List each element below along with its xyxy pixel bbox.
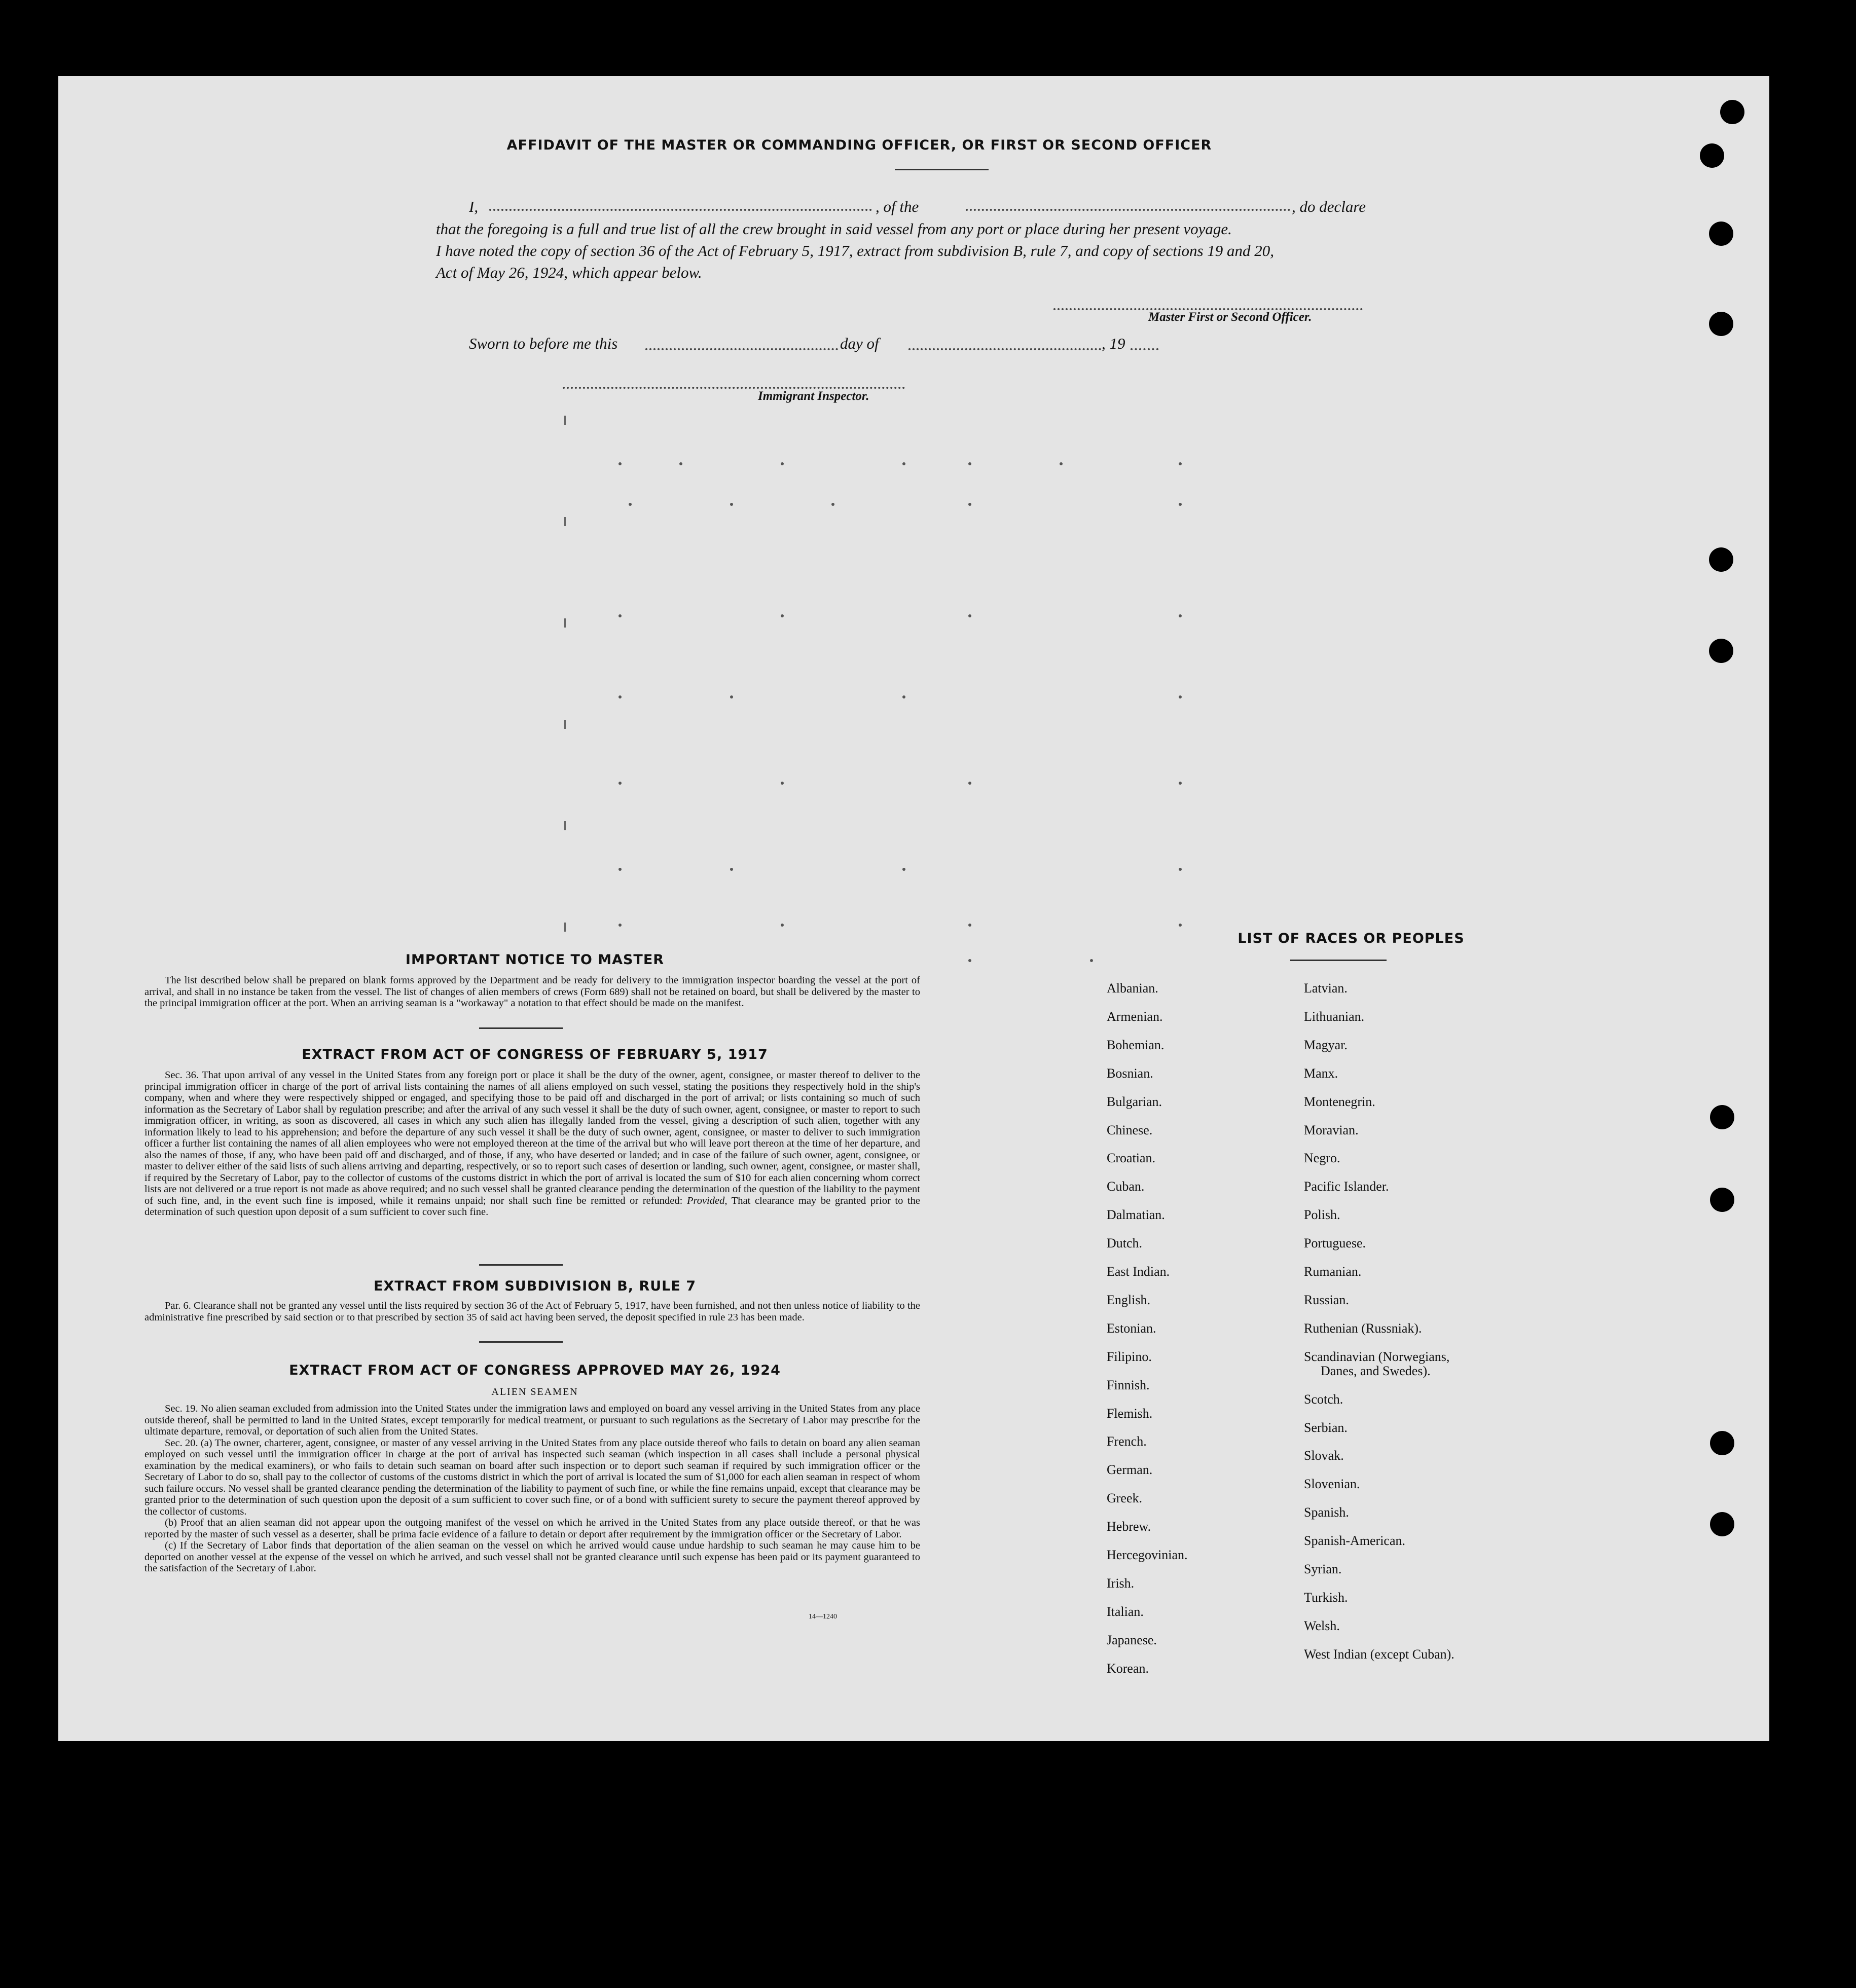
race-item: Croatian. <box>1107 1151 1156 1166</box>
sec-36-label: Sec. 36. <box>165 1070 199 1081</box>
provided-label: Provided, <box>686 1195 727 1206</box>
day-of-label: day of <box>840 335 879 352</box>
race-item: Hebrew. <box>1107 1519 1151 1534</box>
speck <box>730 503 733 506</box>
section-divider <box>479 1341 563 1343</box>
race-item: Korean. <box>1107 1661 1149 1676</box>
race-item: Moravian. <box>1304 1122 1359 1137</box>
speck <box>781 462 784 465</box>
race-item: English. <box>1107 1292 1150 1307</box>
race-item: Finnish. <box>1107 1377 1150 1392</box>
race-item: Serbian. <box>1304 1420 1348 1435</box>
race-item: Russian. <box>1304 1292 1349 1307</box>
speck <box>564 923 566 932</box>
races-title: LIST OF RACES OR PEOPLES <box>1238 931 1465 946</box>
race-item: Slovak. <box>1304 1448 1344 1463</box>
speck <box>679 462 682 465</box>
race-item: Welsh. <box>1304 1618 1340 1633</box>
speck <box>781 924 784 927</box>
speck <box>902 868 905 871</box>
sworn-label: Sworn to before me this <box>469 335 618 352</box>
binder-hole <box>1710 1431 1734 1455</box>
race-item: Pacific Islander. <box>1304 1179 1389 1194</box>
race-item: Scotch. <box>1304 1391 1343 1407</box>
year-label: , 19 <box>1102 335 1125 352</box>
do-declare-label: , do declare <box>1292 198 1366 215</box>
inspector-signature-label: Immigrant Inspector. <box>758 389 869 403</box>
speck <box>968 924 971 927</box>
speck <box>902 462 905 465</box>
race-item: Estonian. <box>1107 1320 1156 1336</box>
race-item: Syrian. <box>1304 1562 1342 1576</box>
race-item: Hercegovinian. <box>1107 1548 1188 1562</box>
sworn-month-field[interactable] <box>908 348 1101 350</box>
speck <box>968 782 971 785</box>
subdivision-title: EXTRACT FROM SUBDIVISION B, RULE 7 <box>373 1278 697 1294</box>
speck <box>1179 614 1182 617</box>
race-item: Slovenian. <box>1304 1477 1360 1492</box>
race-item: Spanish-American. <box>1304 1533 1406 1549</box>
race-item: Ruthenian (Russniak). <box>1304 1320 1422 1336</box>
race-item: Scandinavian (Norwegians, <box>1304 1349 1450 1364</box>
binder-hole <box>1710 1512 1734 1536</box>
binder-hole <box>1700 143 1724 168</box>
binder-hole <box>1709 639 1733 663</box>
race-item: Italian. <box>1107 1604 1144 1619</box>
extract-1917-body <box>144 1070 920 1218</box>
speck <box>1179 782 1182 785</box>
race-item: Irish. <box>1107 1575 1135 1591</box>
sec-20c-text: (c) If the Secretary of Labor finds that deportation of the alien seaman on the vessel on which he arrived would cause undue hardship to such seaman he may cause him to be deported on another vessel at the expense of the vessel on which he arrived, and such vessel shall not be granted clearance until such expense has been paid or its payment guaranteed to the satisfaction of the Secretary of Labor. <box>144 1540 920 1574</box>
race-item: Negro. <box>1304 1151 1340 1166</box>
speck <box>1179 462 1182 465</box>
race-item: Rumanian. <box>1304 1264 1362 1279</box>
notice-body: The list described below shall be prepared on blank forms approved by the Department and be ready for delivery to the immigration inspector boarding the vessel at the port of arrival, and shall in no instance be taken from the vessel. The list of changes of alien members of crews (Form 689) shall not be retained on board, but shall be delivered by the master to the principal immigration officer at the port. When an arriving seaman is a "workaway" a notation to that effect should be made on the manifest. <box>144 975 920 1009</box>
sec-36-text: That upon arrival of any vessel in the United States from any foreign port or place it shall be the duty of the owner, agent, consignee, or master thereof to deliver to the principal immigration officer in charge of the port of arrival lists containing the names of all aliens employed on such vessel, stating the positions they respectively hold in the ship's company, when and where they were respectively shipped or engaged, and specifying those to be paid off and discharged in the port of arrival; or lists containing so much of such information as the Secretary of Labor shall by regulation prescribe; and after the arrival of any such vessel it shall be the duty of such owner, agent, consignee, or master to report to such immigration officer, in writing, as soon as discovered, all cases in which any such alien has illegally landed from the vessel, giving a description of such alien, together with any information likely to lead to his apprehension; and before the departure of any such vessel it shall be the duty of such owner, agent, consignee, or master to deliver to such immigration officer a further list containing the names of all alien employees who were not employed thereon at the time of the arrival but who will leave port thereon at the time of her departure, and also the names of those, if any, who have been paid off and discharged, and of those, if any, who have deserted or landed; and in case of the failure of such owner, agent, consignee, or master to deliver either of the said lists of such aliens arriving and departing, respectively, or so to report such cases of desertion or landing, such owner, agent, consignee, or master shall, if required by the Secretary of Labor, pay to the collector of customs of the customs district in which the port of arrival is located the sum of $10 for each alien concerning whom correct lists are not delivered or a true report is not made as above required; and no such vessel shall be granted clearance pending the determination of the question of the liability to the payment of such fine, and, in the event such fine is imposed, while it remains unpaid; nor shall such fine be remitted or refunded: <box>144 1070 921 1206</box>
race-item: Portuguese. <box>1304 1236 1366 1251</box>
race-item: Filipino. <box>1107 1349 1152 1364</box>
binder-hole <box>1709 547 1733 572</box>
affidavit-body-1: that the foregoing is a full and true list of all the crew brought in said vessel from any port or place during her present voyage. <box>436 220 1232 238</box>
section-divider <box>479 1264 563 1266</box>
speck <box>1060 462 1063 465</box>
race-item: Spanish. <box>1304 1505 1349 1520</box>
race-item: Polish. <box>1304 1207 1340 1223</box>
race-item: Flemish. <box>1107 1406 1153 1421</box>
document-sheet <box>58 76 1769 1741</box>
speck <box>564 416 566 425</box>
sworn-year-field[interactable] <box>1131 348 1158 350</box>
extract-1924-body <box>144 1403 920 1574</box>
speck <box>968 959 971 962</box>
race-item: Cuban. <box>1107 1179 1145 1194</box>
speck <box>564 821 566 830</box>
inspector-signature-line[interactable] <box>563 387 905 389</box>
speck <box>968 614 971 617</box>
form-number: 14—1240 <box>809 1613 837 1621</box>
binder-hole <box>1710 1188 1734 1212</box>
race-item: Turkish. <box>1304 1590 1348 1605</box>
race-item: Manx. <box>1304 1065 1338 1081</box>
race-item: Japanese. <box>1107 1632 1157 1647</box>
race-item: Magyar. <box>1304 1037 1348 1052</box>
binder-hole <box>1709 222 1733 246</box>
speck <box>618 782 622 785</box>
speck <box>730 868 733 871</box>
subdivision-body: Par. 6. Clearance shall not be granted any vessel until the lists required by section 36 of the Act of February 5, 1917, have been furnished, and not then unless notice of liability to the administrative fine prescribed by said section or to that prescribed by section 35 of said act having been served, the deposit specified in rule 23 has been made. <box>144 1300 920 1323</box>
sworn-day-field[interactable] <box>645 348 838 350</box>
speck <box>564 720 566 729</box>
sec-20a-text: Sec. 20. (a) The owner, charterer, agent, consignee, or master of any vessel arriving in the United States from any place outside thereof who fails to detain on board any alien seaman employed on such vessel until the immigration officer in charge at the port of arrival has inspected such seaman (which inspection in all cases shall include a personal physical examination by the medical examiners), or who fails to detain such seaman on board after such inspection or to deport such seaman if required by such immigration officer or the Secretary of Labor to do so, shall pay to the collector of customs of the customs district in which the port of arrival is located the sum of $1,000 for each alien seaman in respect of whom such failure occurs. No vessel shall be granted clearance pending the determination of the liability to payment of such fine, or while the fine remains unpaid, except that clearance may be granted prior to the determination of such question upon the deposit of a sum sufficient to cover such fine, or of a bond with sufficient surety to secure the payment thereof approved by the collector of customs. <box>144 1437 920 1517</box>
title-divider <box>895 169 989 170</box>
race-item: German. <box>1107 1462 1153 1478</box>
speck <box>618 868 622 871</box>
speck <box>564 517 566 526</box>
race-item: Lithuanian. <box>1304 1009 1365 1024</box>
speck <box>618 924 622 927</box>
race-item: Bohemian. <box>1107 1037 1164 1052</box>
i-label: I, <box>469 198 479 215</box>
race-item: Greek. <box>1107 1491 1143 1506</box>
speck <box>618 462 622 465</box>
speck <box>968 503 971 506</box>
notice-title: IMPORTANT NOTICE TO MASTER <box>405 952 665 968</box>
speck <box>831 503 834 506</box>
speck <box>1179 503 1182 506</box>
extract-1917-title: EXTRACT FROM ACT OF CONGRESS OF FEBRUARY 5, 1917 <box>302 1047 768 1062</box>
speck <box>1179 868 1182 871</box>
speck <box>629 503 632 506</box>
master-signature-label: Master First or Second Officer. <box>1148 310 1312 324</box>
section-divider <box>479 1027 563 1029</box>
extract-1924-title: EXTRACT FROM ACT OF CONGRESS APPROVED MAY 26, 1924 <box>289 1363 781 1378</box>
race-item: West Indian (except Cuban). <box>1304 1646 1454 1662</box>
race-item: French. <box>1107 1434 1147 1449</box>
speck <box>968 462 971 465</box>
sec-20b-text: (b) Proof that an alien seaman did not appear upon the outgoing manifest of the vessel on which he arrived in the United States from any place outside thereof, or that he was reported by the master of such vessel as a deserter, shall be prima facie evidence of a failure to detain or deport after requirement by the immigration officer or the Secretary of Labor. <box>144 1517 920 1540</box>
speck <box>618 695 622 698</box>
race-item: Latvian. <box>1304 981 1348 996</box>
races-divider <box>1290 960 1387 961</box>
affidavit-body-2: I have noted the copy of section 36 of the Act of February 5, 1917, extract from subdivision B, rule 7, and copy of sections 19 and 20, <box>436 242 1275 260</box>
speck <box>1179 695 1182 698</box>
speck <box>902 695 905 698</box>
speck <box>781 782 784 785</box>
race-item: Bosnian. <box>1107 1065 1153 1081</box>
race-item: Albanian. <box>1107 981 1158 996</box>
vessel-field[interactable] <box>966 209 1290 211</box>
name-field[interactable] <box>489 209 872 211</box>
race-item: Armenian. <box>1107 1009 1163 1024</box>
binder-hole <box>1720 100 1744 124</box>
speck <box>781 614 784 617</box>
binder-hole <box>1710 1105 1734 1129</box>
sec-19-text: Sec. 19. No alien seaman excluded from admission into the United States under the immigration laws and employed on board any vessel arriving in the United States from any place outside thereof, shall be permitted to land in the United States, except temporarily for medical treatment, or pursuant to such regulations as the Secretary of Labor may prescribe for the ultimate departure, removal, or deportation of such alien from the United States. <box>144 1403 920 1437</box>
race-item: Montenegrin. <box>1304 1094 1375 1109</box>
race-item: Chinese. <box>1107 1122 1153 1137</box>
binder-hole <box>1709 312 1733 336</box>
speck <box>1179 924 1182 927</box>
speck <box>618 614 622 617</box>
sec-36-end: That clearance may be granted prior to the determination of such question upon deposit of a sum sufficient to cover such fine. <box>144 1195 921 1218</box>
of-the-label: , of the <box>876 198 919 215</box>
affidavit-title: AFFIDAVIT OF THE MASTER OR COMMANDING OFFICER, OR FIRST OR SECOND OFFICER <box>506 137 1212 153</box>
speck <box>564 618 566 628</box>
alien-seamen-subtitle: ALIEN SEAMEN <box>491 1386 578 1397</box>
race-item: Bulgarian. <box>1107 1094 1162 1109</box>
affidavit-body-3: Act of May 26, 1924, which appear below. <box>436 264 702 281</box>
speck <box>1090 959 1093 962</box>
race-item: Dalmatian. <box>1107 1207 1165 1223</box>
speck <box>730 695 733 698</box>
race-item: Dutch. <box>1107 1236 1143 1251</box>
race-item: East Indian. <box>1107 1264 1170 1279</box>
race-item: Danes, and Swedes). <box>1321 1363 1431 1378</box>
